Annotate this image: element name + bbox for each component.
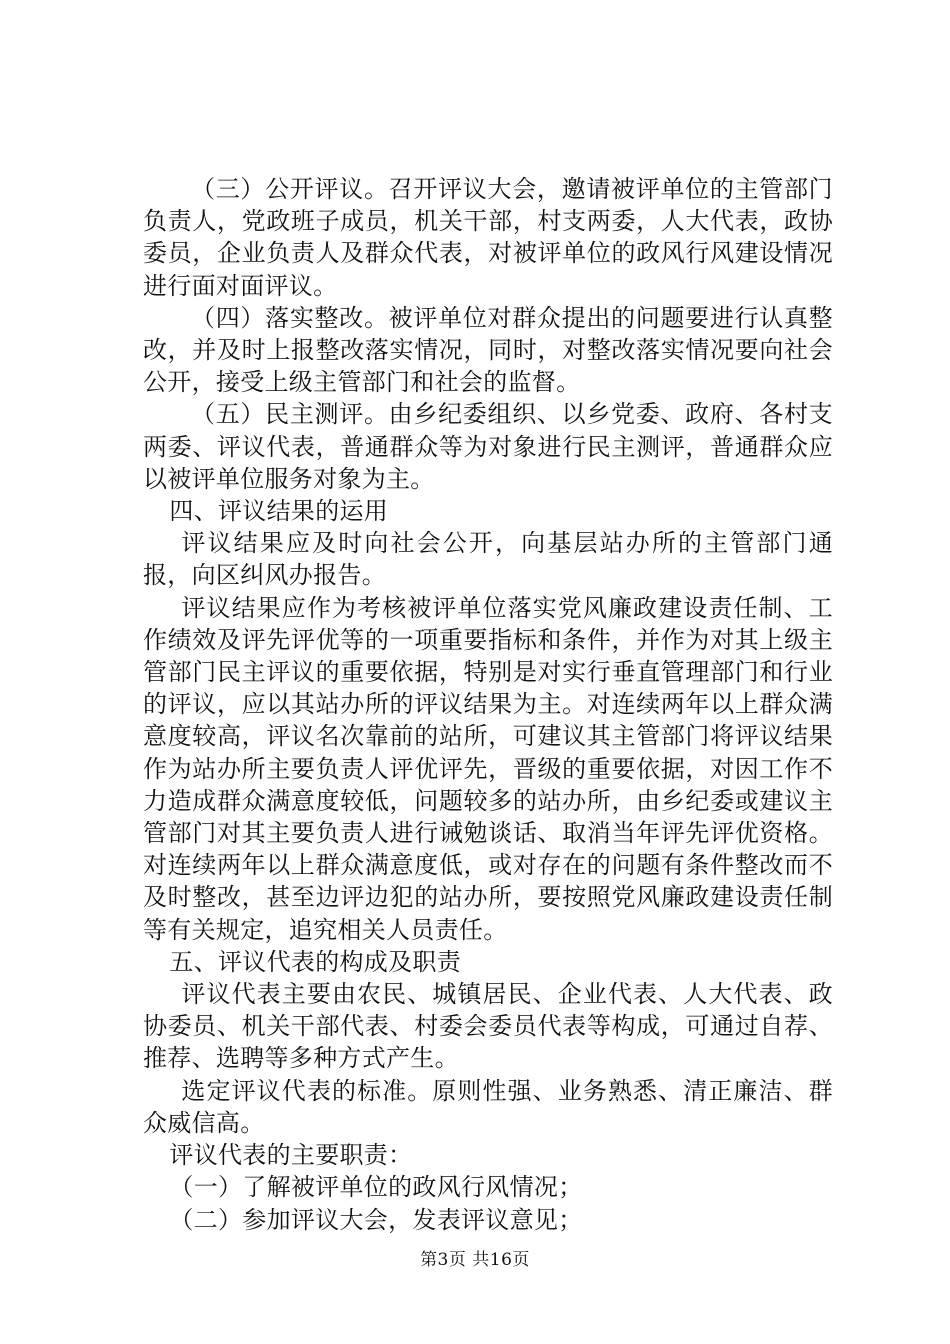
paragraph-representatives-standard: 选定评议代表的标准。原则性强、业务熟悉、清正廉洁、群众威信高。 <box>143 1076 833 1137</box>
paragraph-duties-heading: 评议代表的主要职责： <box>169 1141 413 1170</box>
list-item-duty-1: （一）了解被评单位的政风行风情况； <box>169 1173 583 1202</box>
paragraph-representatives-composition: 评议代表主要由农民、城镇居民、企业代表、人大代表、政协委员、机关干部代表、村委会委员代表等构成，可通过自荐、推荐、选聘等多种方式产生。 <box>143 980 833 1073</box>
paragraph-results-usage: 评议结果应作为考核被评单位落实党风廉政建设责任制、工作绩效及评先评优等的一项重要指标和条件，并作为对其上级主管部门民主评议的重要依据，特别是对实行垂直管理部门和行业的评议，应以其站办所的评议结果为主。对连续两年以上群众满意度较高，评议名次靠前的站所，可建议其主管部门将评议结果作为站办所主要负责人评优评先，晋级的重要依据，对因工作不力造成群众满意度较低，问题较多的站办所，由乡纪委或建议主管部门对其主要负责人进行诫勉谈话、取消当年评先评优资格。对连续两年以上群众满意度低，或对存在的问题有条件整改而不及时整改，甚至边评边犯的站办所，要按照党风廉政建设责任制等有关规定，追究相关人员责任。 <box>143 593 833 944</box>
list-item-duty-2: （二）参加评议大会，发表评议意见； <box>169 1205 583 1234</box>
paragraph-rectification: （四）落实整改。被评单位对群众提出的问题要进行认真整改，并及时上报整改落实情况，同时，对整改落实情况要向社会公开，接受上级主管部门和社会的监督。 <box>143 303 833 397</box>
page-footer: 第3页 共16页 <box>420 1250 530 1270</box>
document-body <box>143 173 833 1236</box>
paragraph-democratic-evaluation: （五）民主测评。由乡纪委组织、以乡党委、政府、各村支两委、评议代表，普通群众等为对象进行民主测评，普通群众应以被评单位服务对象为主。 <box>143 400 833 493</box>
section-heading-results: 四、评议结果的运用 <box>169 497 389 526</box>
paragraph-results-public: 评议结果应及时向社会公开，向基层站办所的主管部门通报，向区纠风办报告。 <box>143 529 833 590</box>
paragraph-public-review: （三）公开评议。召开评议大会，邀请被评单位的主管部门负责人，党政班子成员，机关干部，村支两委，人大代表，政协委员，企业负责人及群众代表，对被评单位的政风行风建设情况进行面对面评议。 <box>143 175 833 300</box>
section-heading-representatives: 五、评议代表的构成及职责 <box>169 947 461 976</box>
